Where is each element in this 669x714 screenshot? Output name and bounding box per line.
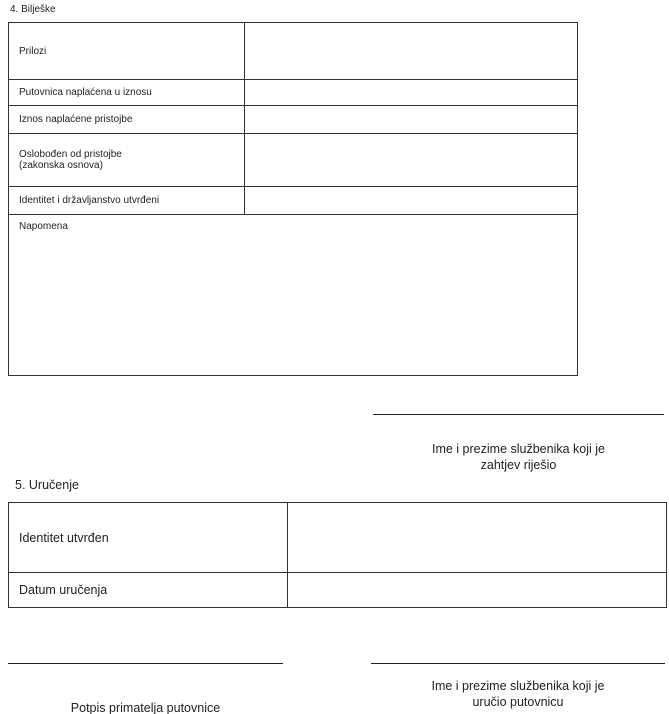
field-delivery-date[interactable] bbox=[288, 573, 667, 608]
signature-line-delivered[interactable] bbox=[371, 663, 665, 664]
caption-delivered-line2: uručio putovnicu bbox=[472, 695, 564, 709]
label-identity-citizenship: Identitet i državljanstvo utvrđeni bbox=[9, 187, 245, 215]
section-4-title: 4. Bilješke bbox=[10, 4, 56, 15]
label-fee-exempt-line1: Oslobođen od pristojbe bbox=[19, 149, 122, 160]
section-5-title: 5. Uručenje bbox=[15, 478, 79, 492]
label-prilozi: Prilozi bbox=[9, 23, 245, 80]
signature-line-resolved[interactable] bbox=[373, 414, 664, 415]
caption-resolved-line2: zahtjev riješio bbox=[480, 458, 557, 472]
label-identity-verified: Identitet utvrđen bbox=[9, 503, 288, 573]
delivery-table bbox=[8, 502, 667, 608]
field-fee-exempt[interactable] bbox=[245, 134, 578, 187]
caption-delivered bbox=[371, 678, 665, 710]
field-prilozi[interactable] bbox=[245, 23, 578, 80]
label-fee-amount: Iznos naplaćene pristojbe bbox=[9, 106, 245, 134]
caption-recipient: Potpis primatelja putovnice bbox=[70, 701, 221, 714]
caption-resolved-line1: Ime i prezime službenika koji je bbox=[432, 442, 605, 456]
signature-line-recipient[interactable] bbox=[8, 663, 283, 664]
field-fee-amount[interactable] bbox=[245, 106, 578, 134]
caption-delivered-line1: Ime i prezime službenika koji je bbox=[431, 679, 605, 693]
notes-table bbox=[8, 22, 578, 376]
label-fee-exempt-line2: (zakonska osnova) bbox=[19, 160, 103, 171]
field-identity-citizenship[interactable] bbox=[245, 187, 578, 215]
field-napomena[interactable] bbox=[9, 215, 578, 376]
field-paid-amount[interactable] bbox=[245, 80, 578, 106]
label-fee-exempt bbox=[9, 134, 245, 187]
field-identity-verified[interactable] bbox=[288, 503, 667, 573]
label-paid-amount: Putovnica naplaćena u iznosu bbox=[9, 80, 245, 106]
label-delivery-date: Datum uručenja bbox=[9, 573, 288, 608]
label-napomena: Napomena bbox=[19, 221, 68, 232]
caption-resolved bbox=[373, 441, 664, 473]
